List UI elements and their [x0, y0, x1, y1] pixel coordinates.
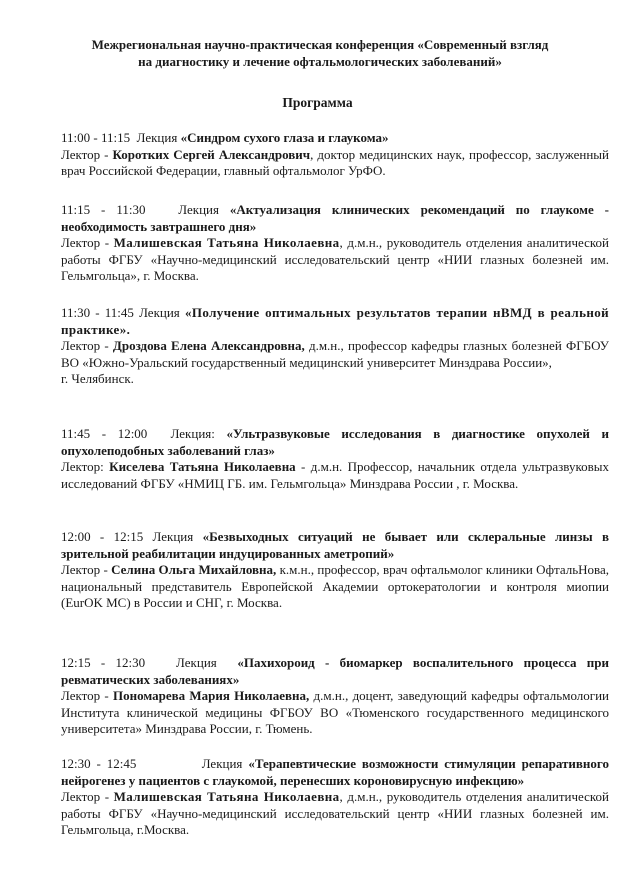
session-topic: «Терапевтические возможности стимуляции репаративного нейрогенез у пациентов с глаукомой, перенесших короновирусную инфекцию»	[61, 756, 609, 788]
session-topic: «Пахихороид - биомаркер воспалительного процесса при ревматических заболеваниях»	[61, 655, 610, 687]
lecturer-city: г. Челябинск.	[61, 371, 134, 387]
session-time: 12:00 - 12:15	[61, 529, 144, 544]
session-lecturer	[61, 338, 609, 371]
conference-title	[60, 36, 580, 70]
program-heading: Программа	[282, 95, 353, 110]
lecturer-name: Малишевская Татьяна Николаевна	[113, 789, 340, 805]
lecturer-label: Лектор -	[61, 688, 109, 704]
lecturer-label: Лектор:	[61, 459, 104, 475]
program-session	[61, 529, 609, 612]
session-time: 11:00 - 11:15	[61, 130, 131, 145]
program-session	[61, 305, 609, 388]
session-time: 12:30 - 12:45	[61, 756, 137, 771]
session-lecturer	[61, 235, 609, 285]
program-session	[61, 130, 609, 180]
session-type: Лекция:	[170, 426, 215, 441]
session-lecturer	[61, 147, 609, 180]
session-time: 11:45 - 12:00	[61, 426, 148, 441]
lecturer-name: Селина Ольга Михайловна,	[111, 562, 277, 578]
lecturer-label: Лектор -	[61, 235, 110, 251]
lecturer-name: Малишевская Татьяна Николаевна	[113, 235, 340, 251]
lecturer-name: Дроздова Елена Александровна,	[112, 338, 305, 354]
lecturer-name: Пономарева Мария Николаевна,	[113, 688, 310, 704]
conference-title-line-2: на диагностику и лечение офтальмологических заболеваний»	[138, 54, 502, 69]
session-header	[61, 130, 609, 147]
session-type: Лекция	[152, 529, 194, 544]
lecturer-info: - д.м.н. Профессор, начальник отдела ультразвуковых исследований ФГБУ «НМИЦ ГБ. им. Гельмгольца» Минздрава России , г. Москва.	[61, 459, 609, 491]
lecturer-info: д.м.н., доцент, заведующий кафедры офтальмологии Института клинической медицины ФГБОУ ВО «Тюменского государственного медицинского университета» Минздрава России, г. Тюмень.	[61, 688, 610, 737]
session-time: 11:15 - 11:30	[61, 202, 146, 217]
session-header	[61, 426, 609, 459]
session-topic: «Безвыходных ситуаций не бывает или склеральные линзы в зрительной реабилитации индуцированных аметропий»	[61, 529, 609, 561]
program-session	[61, 756, 609, 839]
lecturer-label: Лектор -	[61, 562, 108, 578]
program-session	[61, 426, 609, 492]
session-topic: «Получение оптимальных результатов терапии нВМД в реальной практике».	[61, 305, 610, 337]
session-lecturer	[61, 562, 609, 612]
session-header	[61, 202, 609, 235]
program-session	[61, 655, 609, 738]
session-lecturer	[61, 459, 609, 492]
session-header	[61, 756, 609, 789]
session-lecturer	[61, 789, 609, 839]
lecturer-label: Лектор -	[61, 338, 109, 354]
lecturer-info: , д.м.н., руководитель отделения аналитической работы ФГБУ «Научно-медицинский исследовательский центр «НИИ глазных болезней им. Гельмгольца, г.Москва.	[61, 789, 610, 838]
lecturer-info: , д.м.н., руководитель отделения аналитической работы ФГБУ «Научно-медицинский исследовательский центр «НИИ глазных болезней им. Гельмгольца», г. Москва.	[61, 235, 610, 284]
session-topic: «Синдром сухого глаза и глаукома»	[180, 130, 389, 145]
lecturer-info: , доктор медицинских наук, профессор, заслуженный врач Российской Федерации, главный офтальмолог УрФО.	[61, 146, 609, 179]
session-type: Лекция	[201, 756, 243, 771]
session-topic: «Ультразвуковые исследования в диагностике опухолей и опухолеподобных заболеваний глаз»	[61, 426, 610, 458]
session-type: Лекция	[176, 655, 217, 670]
lecturer-label: Лектор -	[61, 789, 110, 805]
session-topic: «Актуализация клинических рекомендаций по глаукоме - необходимость завтрашнего дня»	[61, 202, 610, 234]
program-session	[61, 202, 609, 285]
lecturer-name: Коротких Сергей Александрович	[112, 146, 311, 162]
session-type: Лекция	[139, 305, 180, 320]
conference-title-line-1: Межрегиональная научно-практическая конференция «Современный взгляд	[91, 37, 549, 52]
session-header	[61, 655, 609, 688]
session-type: Лекция	[136, 130, 178, 145]
session-lecturer	[61, 688, 609, 738]
lecturer-name: Киселева Татьяна Николаевна	[109, 459, 296, 475]
lecturer-info: к.м.н., профессор, врач офтальмолог клиники ОфтальНова, национальный представитель Европейской Академии ортокератологии и контроля миопии (EurOK MC) в России и СНГ, г. Москва.	[61, 562, 610, 611]
session-time: 11:30 - 11:45	[61, 305, 134, 320]
lecturer-label: Лектор -	[61, 146, 109, 162]
session-time: 12:15 - 12:30	[61, 655, 146, 670]
lecturer-info: д.м.н., профессор кафедры глазных болезней ФГБОУ ВО «Южно-Уральский государственный медицинский университет Минздрава России»,	[61, 338, 609, 370]
session-header	[61, 305, 609, 338]
session-header	[61, 529, 609, 562]
session-type: Лекция	[178, 202, 219, 217]
